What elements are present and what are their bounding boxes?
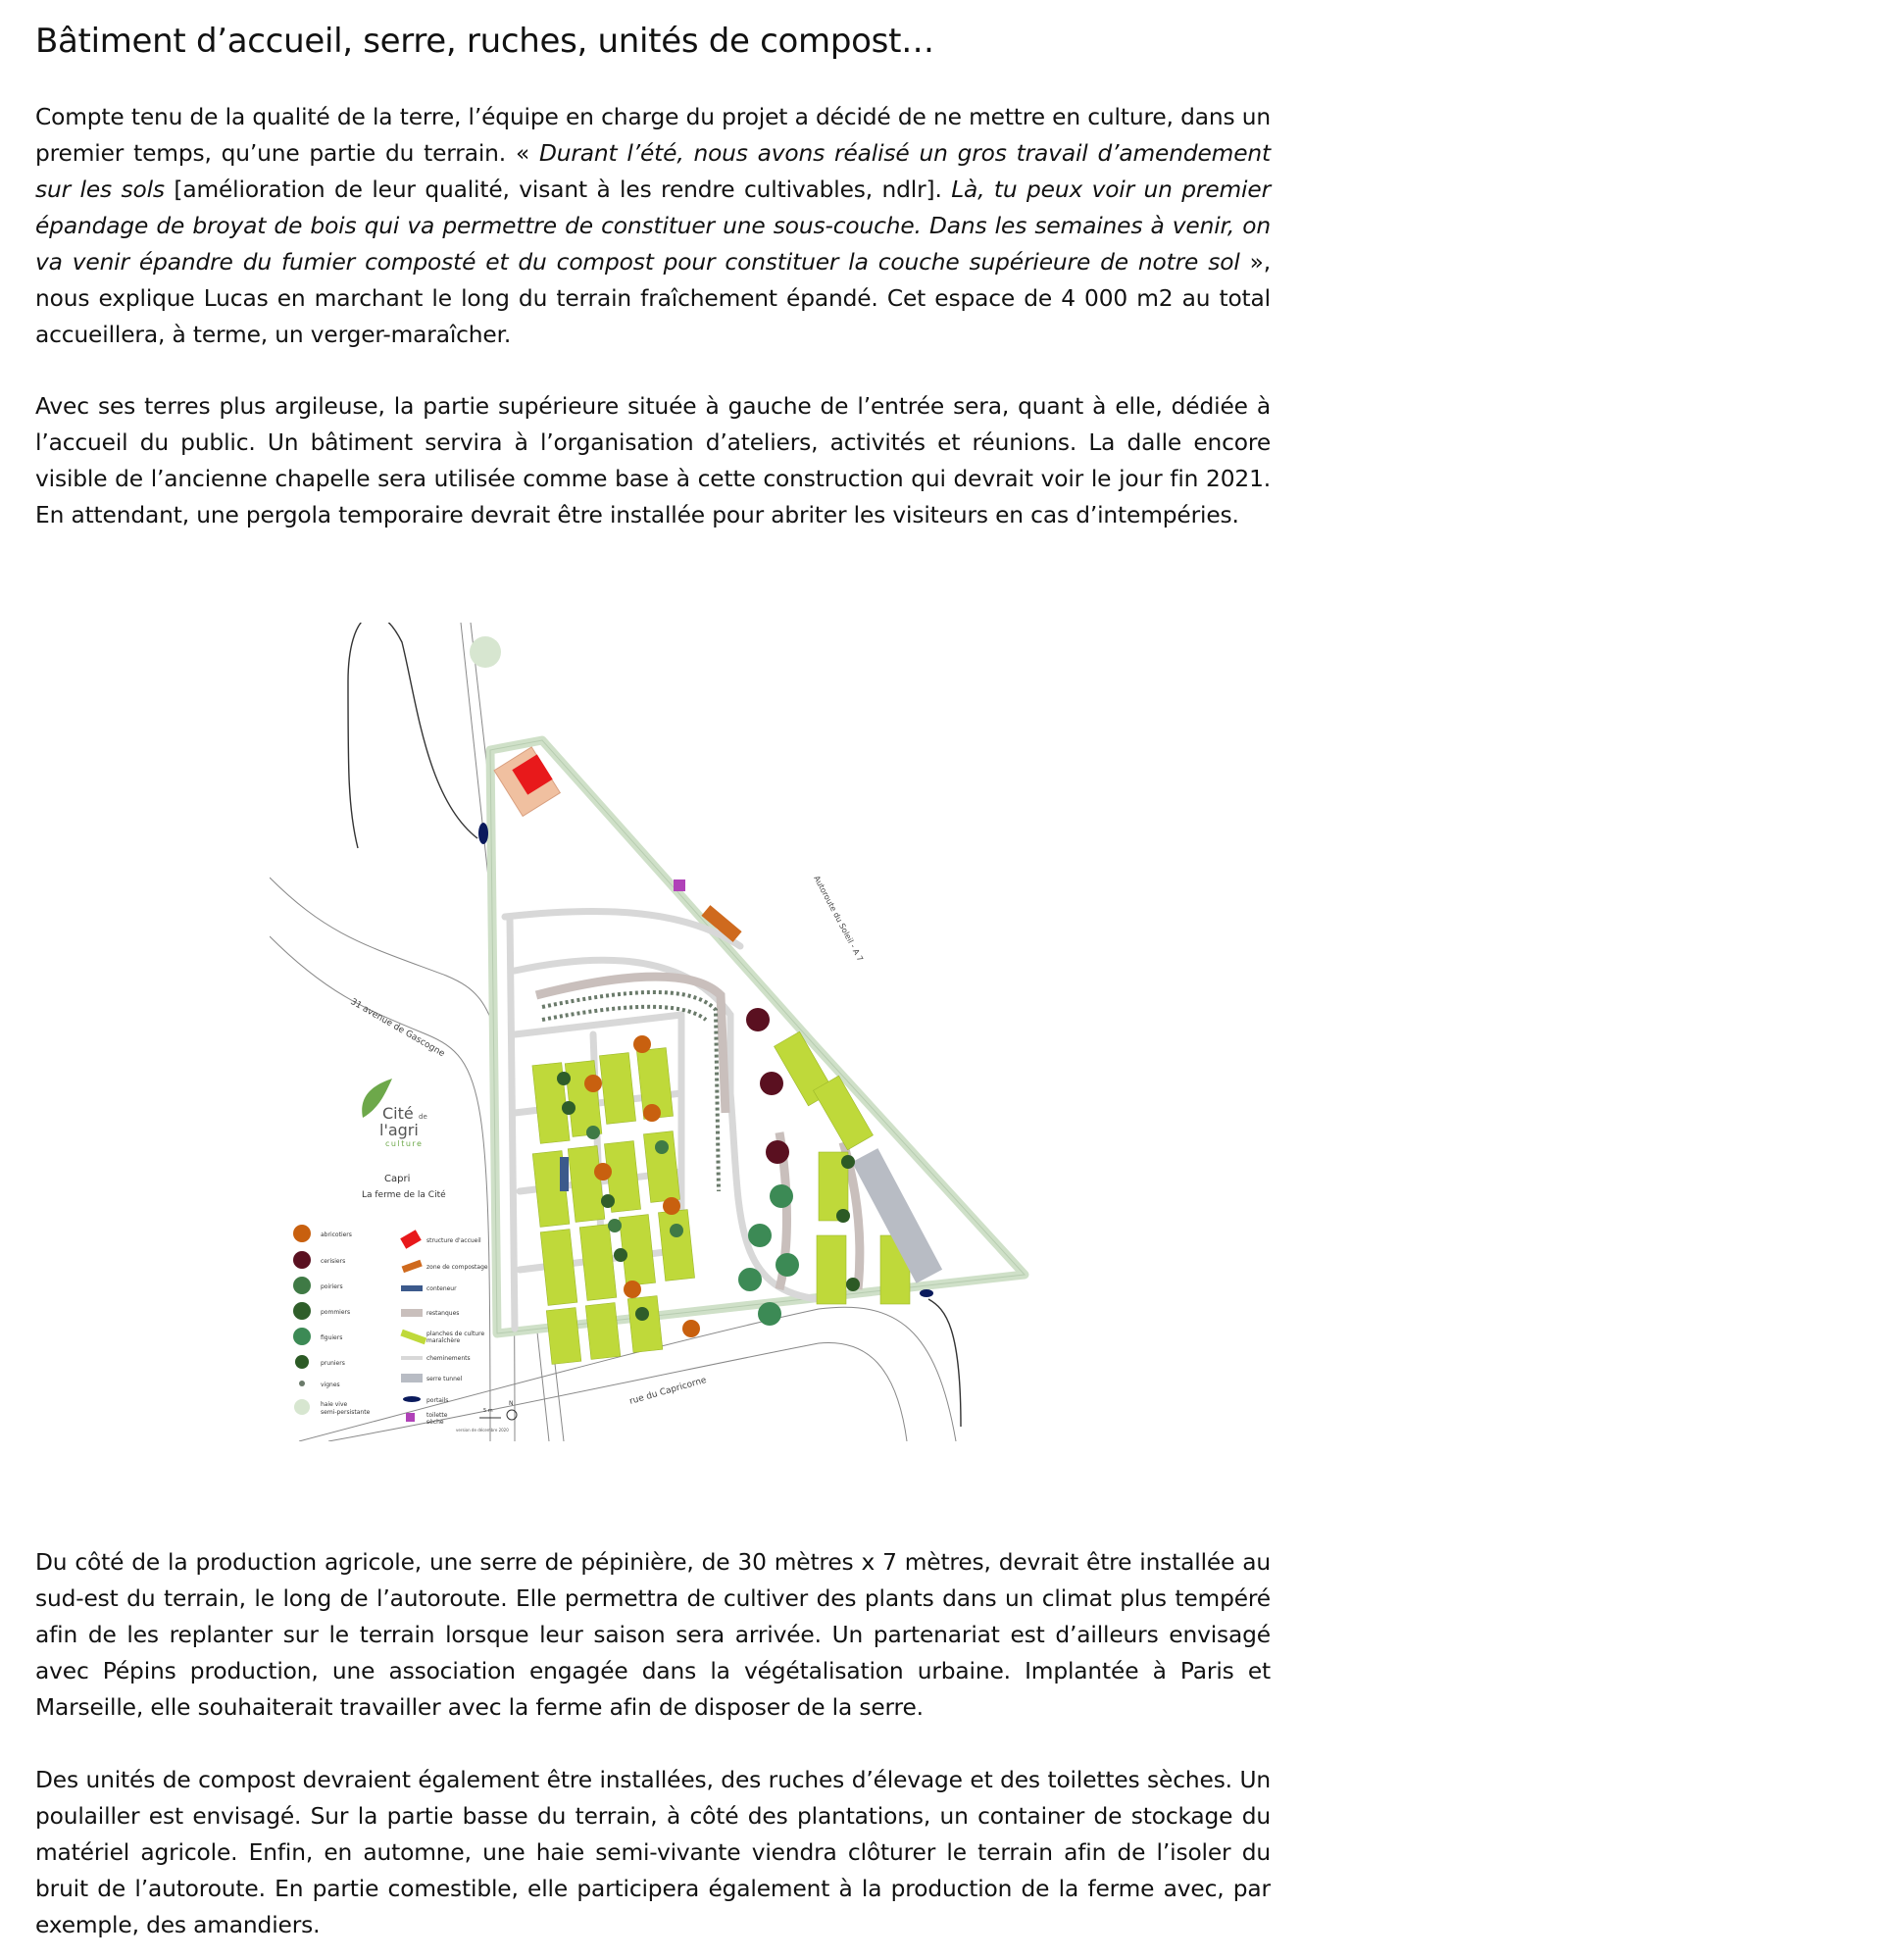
portail-sud — [920, 1289, 933, 1297]
paragraph-terrain — [35, 99, 1271, 353]
section-heading: Bâtiment d’accueil, serre, ruches, unités de compost… — [35, 22, 934, 61]
svg-text:figuiers: figuiers — [321, 1334, 343, 1341]
map-title: Capri — [384, 1174, 411, 1184]
legend-left — [293, 1225, 371, 1416]
p1-quote-b: Là, tu peux voir un premier épandage de broyat de bois qui va permettre de constituer une sous-couche. Dans les semaines à venir, on va venir épandre du fumier composté et du compost pour constituer la couche supérieure de notre sol — [35, 176, 1271, 276]
svg-text:planches de culture: planches de culture — [426, 1331, 485, 1337]
svg-text:sèche: sèche — [426, 1419, 444, 1426]
label-gascogne: 31 avenue de Gascogne — [348, 996, 447, 1060]
entrance-arrow-top — [348, 623, 477, 848]
road-capricorne — [299, 1307, 956, 1441]
map-subtitle: La ferme de la Cité — [362, 1190, 446, 1200]
p1-quote-a: Durant l’été, nous avons réalisé un gros travail d’amendement sur les sols — [35, 140, 1271, 203]
svg-text:version de décembre 2020: version de décembre 2020 — [456, 1428, 509, 1432]
paragraph-serre: Du côté de la production agricole, une serre de pépinière, de 30 mètres x 7 mètres, devrait être installée au sud-est du terrain, le long de l’autoroute. Elle permettra de cultiver des plants dans un climat plus tempéré afin de les replanter sur le terrain lorsque leur saison sera arrivée. Un partenariat est d’ailleurs envisagé avec Pépins production, une association engagée dans la végétalisation urbaine. Implantée à Paris et Marseille, elle souhaiterait travailler avec la ferme afin de disposer de la serre. — [35, 1549, 1271, 1721]
svg-text:de: de — [419, 1113, 427, 1121]
svg-text:structure d'accueil: structure d'accueil — [426, 1237, 481, 1244]
p1-part-e: », nous explique Lucas en marchant le long du terrain fraîchement épandé. Cet espace de 4 000 m2 au total accueillera, à terme, un verger-maraîcher. — [35, 249, 1271, 348]
svg-text:N: N — [509, 1400, 514, 1407]
svg-text:pruniers: pruniers — [321, 1360, 345, 1367]
svg-text:abricotiers: abricotiers — [321, 1231, 352, 1238]
svg-text:maraîchère: maraîchère — [426, 1337, 461, 1344]
paragraph-accueil: Avec ses terres plus argileuse, la partie supérieure située à gauche de l’entrée sera, quant à elle, dédiée à l’accueil du public. Un bâtiment servira à l’organisation d’ateliers, activités et réunions. La dalle encore visible de l’ancienne chapelle sera utilisée comme base à cette construction qui devrait voir le jour fin 2021. En attendant, une pergola temporaire devrait être installée pour abriter les visiteurs en cas d’intempéries. — [35, 393, 1271, 528]
svg-text:serre tunnel: serre tunnel — [426, 1376, 463, 1382]
label-capricorne: rue du Capricorne — [628, 1375, 708, 1407]
svg-text:conteneur: conteneur — [426, 1285, 457, 1292]
label-autoroute: Autoroute du Soleil - A 7 — [812, 874, 865, 964]
site-plan-map — [270, 623, 1044, 1441]
svg-text:vignes: vignes — [321, 1382, 340, 1388]
svg-text:l'agri: l'agri — [379, 1121, 419, 1139]
legend-right — [400, 1230, 488, 1426]
svg-text:toilette: toilette — [426, 1412, 448, 1419]
p1-part-c: [amélioration de leur qualité, visant à les rendre cultivables, ndlr]. — [164, 176, 952, 203]
svg-text:cerisiers: cerisiers — [321, 1258, 346, 1265]
svg-text:zone de compostage: zone de compostage — [426, 1264, 488, 1271]
svg-text:semi-persistante: semi-persistante — [321, 1409, 371, 1416]
p1-part-a: Compte tenu de la qualité de la terre, l’équipe en charge du projet a décidé de ne mettre en culture, dans un premier temps, qu’une partie du terrain. « — [35, 104, 1271, 167]
svg-text:portails: portails — [426, 1397, 449, 1404]
svg-text:haie vive: haie vive — [321, 1401, 348, 1408]
scale-bar — [456, 1400, 517, 1432]
svg-text:Cité: Cité — [382, 1104, 414, 1123]
toilette-seche — [674, 879, 685, 891]
svg-text:pommiers: pommiers — [321, 1309, 351, 1316]
svg-text:restanques: restanques — [426, 1310, 460, 1317]
conteneur — [560, 1157, 569, 1191]
svg-text:culture: culture — [385, 1139, 424, 1148]
paragraph-compost: Des unités de compost devraient également être installées, des ruches d’élevage et des toilettes sèches. Un poulailler est envisagé. Sur la partie basse du terrain, à côté des plantations, un container de stockage du matériel agricole. Enfin, en automne, une haie semi-vivante viendra clôturer le terrain afin de l’isoler du bruit de l’autoroute. En partie comestible, elle participera également à la production de la ferme avec, par exemple, des amandiers. — [35, 1767, 1271, 1938]
portail-nord — [478, 823, 488, 844]
logo-cite-agriculture — [362, 1079, 427, 1148]
svg-text:5 m: 5 m — [483, 1408, 493, 1414]
svg-text:poiriers: poiriers — [321, 1283, 343, 1290]
svg-text:cheminements: cheminements — [426, 1355, 471, 1362]
